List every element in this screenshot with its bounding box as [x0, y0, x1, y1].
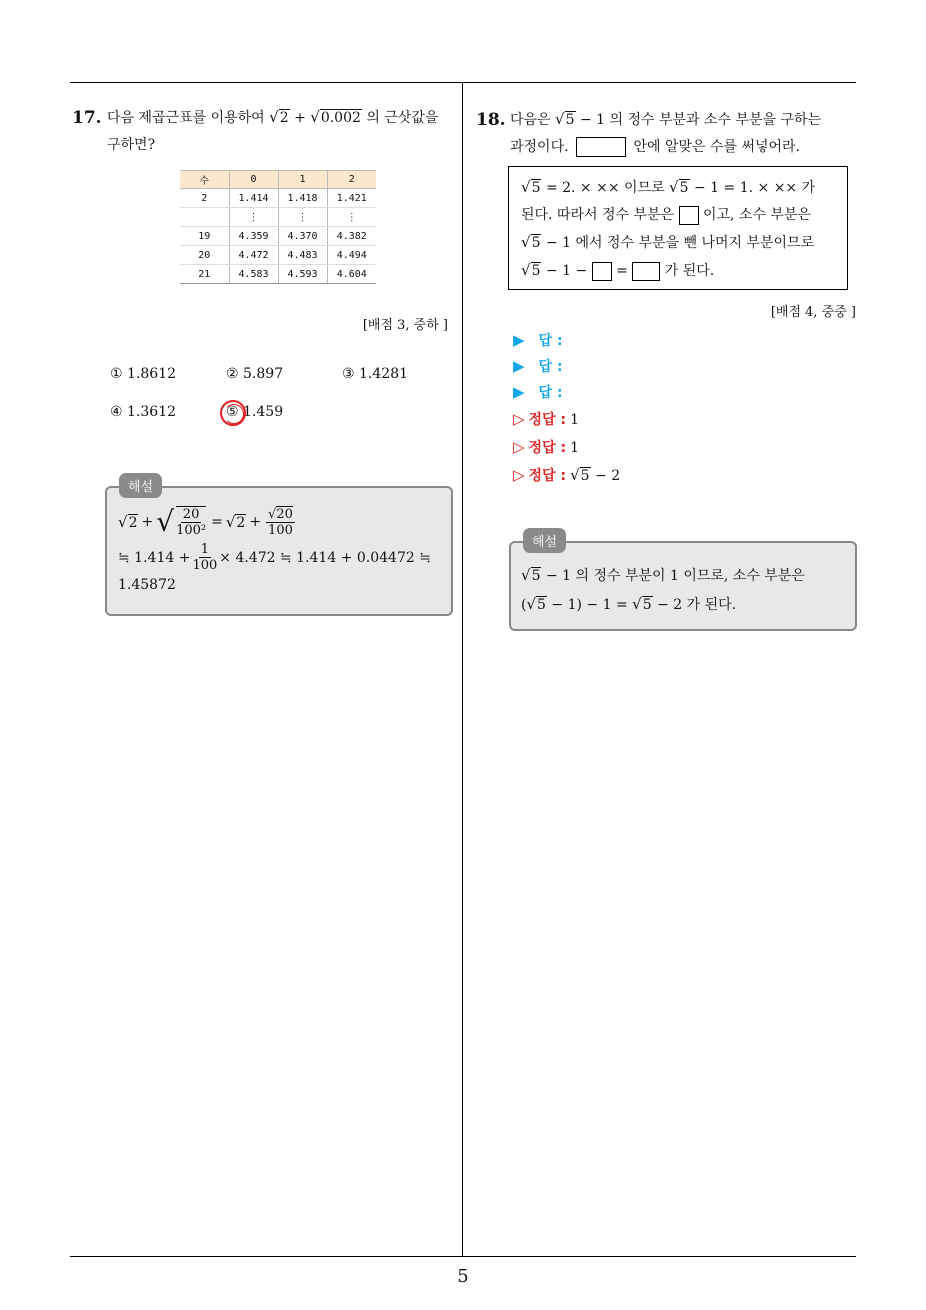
- correct-value: 1: [570, 440, 579, 456]
- answer-arrow-icon: ▶: [513, 383, 525, 401]
- top-rule: [70, 82, 856, 83]
- q18-solution-tag: 해설: [523, 528, 566, 553]
- table-row: [180, 227, 376, 246]
- table-header: 1: [278, 171, 327, 189]
- table-cell: 19: [180, 227, 229, 246]
- choice-4-value: 1.3612: [127, 404, 177, 420]
- q17-number: 17.: [72, 108, 102, 128]
- q18-text-line2-b: 안에 알맞은 수를 써넣어라.: [633, 139, 801, 155]
- box-line1: √5 = 2. × ×× 이므로 √5 − 1 = 1. × ×× 가: [521, 178, 816, 196]
- bottom-rule: [70, 1256, 856, 1257]
- q18-sol-l2-c: − 2 가 된다.: [657, 597, 737, 613]
- answer-line-1[interactable]: [513, 330, 563, 350]
- table-cell: 4.370: [278, 227, 327, 246]
- table-header-row: [180, 171, 376, 189]
- q17-text-b: 의 근삿값을: [366, 110, 439, 126]
- box-l1-a: = 2. × ×× 이므로: [545, 180, 665, 196]
- q17-score: [배점 3, 중하 ]: [362, 318, 448, 333]
- q18-solution-line2: (√5 − 1) − 1 = √5 − 2 가 된다.: [521, 595, 737, 613]
- q17-text-a: 다음 제곱근표를 이용하여: [107, 110, 265, 126]
- box-l1-b: − 1 = 1. × ×× 가: [693, 180, 816, 196]
- answer-line-3[interactable]: [513, 382, 563, 402]
- correct-label: 정답 :: [528, 468, 567, 484]
- table-row: [180, 189, 376, 208]
- q17-sqrt-b: √0.002: [310, 108, 361, 126]
- box-l3: − 1 에서 정수 부분을 뺀 나머지 부분이므로: [545, 235, 815, 251]
- choice-3-value: 1.4281: [359, 366, 409, 382]
- q18-number: 18.: [476, 110, 506, 130]
- box-line2: [521, 202, 843, 229]
- q17-solution-tag: 해설: [119, 473, 162, 498]
- choice-2-mark: ②: [226, 366, 239, 382]
- correct-label: 정답 :: [528, 440, 567, 456]
- q17-plus: +: [294, 110, 306, 126]
- choice-3-mark: ③: [342, 366, 355, 382]
- table-cell: ⋮: [229, 208, 278, 227]
- choice-4-mark: ④: [110, 404, 123, 420]
- q18-sqrt5: √5: [555, 110, 575, 128]
- sol-frac-num: 20: [182, 507, 200, 522]
- table-cell: 4.472: [229, 246, 278, 265]
- q18-sol-l2-a: (: [521, 597, 527, 613]
- table-cell: 4.359: [229, 227, 278, 246]
- table-cell: 4.382: [327, 227, 376, 246]
- answer-arrow-icon: ▶: [513, 357, 525, 375]
- table-cell: 4.483: [278, 246, 327, 265]
- q18-text-line2-a: 과정이다.: [510, 139, 569, 155]
- sol-sqrt2-b: 2: [236, 514, 246, 531]
- choice-2[interactable]: [226, 366, 283, 382]
- table-cell: 4.593: [278, 265, 327, 284]
- q18-score: [배점 4, 중중 ]: [770, 305, 856, 320]
- sol-frac2-den: 100: [268, 522, 293, 538]
- q18-solution-line1: √5 − 1 의 정수 부분이 1 이므로, 소수 부분은: [521, 566, 805, 584]
- choice-1-value: 1.8612: [127, 366, 177, 382]
- q17-solution-line1: √2 + √ $\frac{20}{\text{100²}}$ = √2 + $\frac{√20}{100}$: [118, 505, 293, 538]
- table-cell: 1.421: [327, 189, 376, 208]
- box-l4-b: =: [616, 263, 628, 279]
- table-row: [180, 246, 376, 265]
- column-divider: [462, 82, 463, 1256]
- blank-integer-part[interactable]: [679, 206, 699, 225]
- choice-2-value: 5.897: [243, 366, 284, 382]
- choice-1-mark: ①: [110, 366, 123, 382]
- table-cell: 4.494: [327, 246, 376, 265]
- correct-value: 1: [570, 412, 579, 428]
- q18-solution-text: [521, 561, 851, 619]
- q17-solution-line3: 1.45872: [118, 577, 176, 593]
- correct-label: 정답 :: [528, 412, 567, 428]
- table-row: [180, 265, 376, 284]
- blank-subtract[interactable]: [592, 262, 612, 281]
- correct-arrow-icon: ▷: [513, 438, 525, 456]
- square-root-table: [180, 170, 376, 284]
- choice-5-value: 1.459: [243, 404, 284, 420]
- answer-label: 답 :: [538, 385, 563, 401]
- box-l4-a: − 1 −: [545, 263, 588, 279]
- table-header: 2: [327, 171, 376, 189]
- q17-sqrt-a: √2: [269, 108, 289, 126]
- table-cell: 4.583: [229, 265, 278, 284]
- sol-plus: +: [141, 514, 154, 530]
- q18-minus1: − 1: [579, 112, 606, 128]
- choice-3[interactable]: [342, 366, 408, 382]
- table-cell: ⋮: [278, 208, 327, 227]
- box-line4: √5 − 1 − = 가 된다.: [521, 261, 715, 279]
- q18-sol-l2-b: − 1) − 1 =: [551, 597, 628, 613]
- sol-plus-b: +: [249, 514, 262, 530]
- q17-text-line2: 구하면?: [107, 137, 156, 153]
- q17-solution-text: [118, 506, 448, 597]
- sol-l2-b: × 4.472 ≒ 1.414 + 0.04472 ≒: [219, 549, 431, 566]
- table-cell: 4.604: [327, 265, 376, 284]
- sol-eq: =: [211, 514, 223, 530]
- table-header: 수: [180, 171, 229, 189]
- sol-l2-a: ≒ 1.414 +: [118, 549, 191, 566]
- sol-sqrt2: 2: [128, 514, 138, 531]
- answer-line-2[interactable]: [513, 356, 563, 376]
- sol-frac2-num: 20: [276, 506, 293, 522]
- box-l2-a: 된다. 따라서 정수 부분은: [521, 207, 675, 223]
- correct-answer-1: [513, 409, 579, 429]
- box-line3: √5 − 1 에서 정수 부분을 뺀 나머지 부분이므로: [521, 233, 815, 251]
- q18-text-b: 의 정수 부분과 소수 부분을 구하는: [609, 112, 822, 128]
- q17-solution-line2: [118, 542, 448, 573]
- choice-4[interactable]: [110, 404, 176, 420]
- q18-text: [510, 106, 860, 161]
- choice-5-mark: ⑤: [226, 404, 239, 420]
- table-cell: ⋮: [327, 208, 376, 227]
- q18-text-a: 다음은: [510, 112, 551, 128]
- correct-value: √5 − 2: [570, 466, 621, 484]
- q18-box-text: [521, 174, 843, 285]
- page-number: 5: [457, 1266, 469, 1287]
- table-cell: 21: [180, 265, 229, 284]
- table-row: [180, 208, 376, 227]
- selected-answer-circle-icon: [220, 400, 246, 426]
- table-cell: 2: [180, 189, 229, 208]
- correct-answer-2: [513, 437, 579, 457]
- blank-decimal-part[interactable]: [632, 262, 660, 281]
- sol-l2-frac-num: 1: [200, 542, 209, 557]
- answer-arrow-icon: ▶: [513, 331, 525, 349]
- correct-answer-3: [513, 465, 620, 485]
- choice-1[interactable]: [110, 366, 176, 382]
- box-l4-c: 가 된다.: [664, 263, 715, 279]
- sol-frac-den: 100²: [176, 523, 207, 538]
- q17-text: [107, 104, 457, 159]
- table-cell: [180, 208, 229, 227]
- table-header: 0: [229, 171, 278, 189]
- correct-arrow-icon: ▷: [513, 410, 525, 428]
- sol-l2-frac-den: 100: [192, 558, 218, 573]
- answer-label: 답 :: [538, 333, 563, 349]
- answer-blank: [576, 137, 626, 157]
- answer-label: 답 :: [538, 359, 563, 375]
- table-cell: 1.418: [278, 189, 327, 208]
- table-cell: 1.414: [229, 189, 278, 208]
- q18-sol-l1: − 1 의 정수 부분이 1 이므로, 소수 부분은: [545, 568, 805, 584]
- table-cell: 20: [180, 246, 229, 265]
- box-l2-b: 이고, 소수 부분은: [702, 207, 811, 223]
- correct-arrow-icon: ▷: [513, 466, 525, 484]
